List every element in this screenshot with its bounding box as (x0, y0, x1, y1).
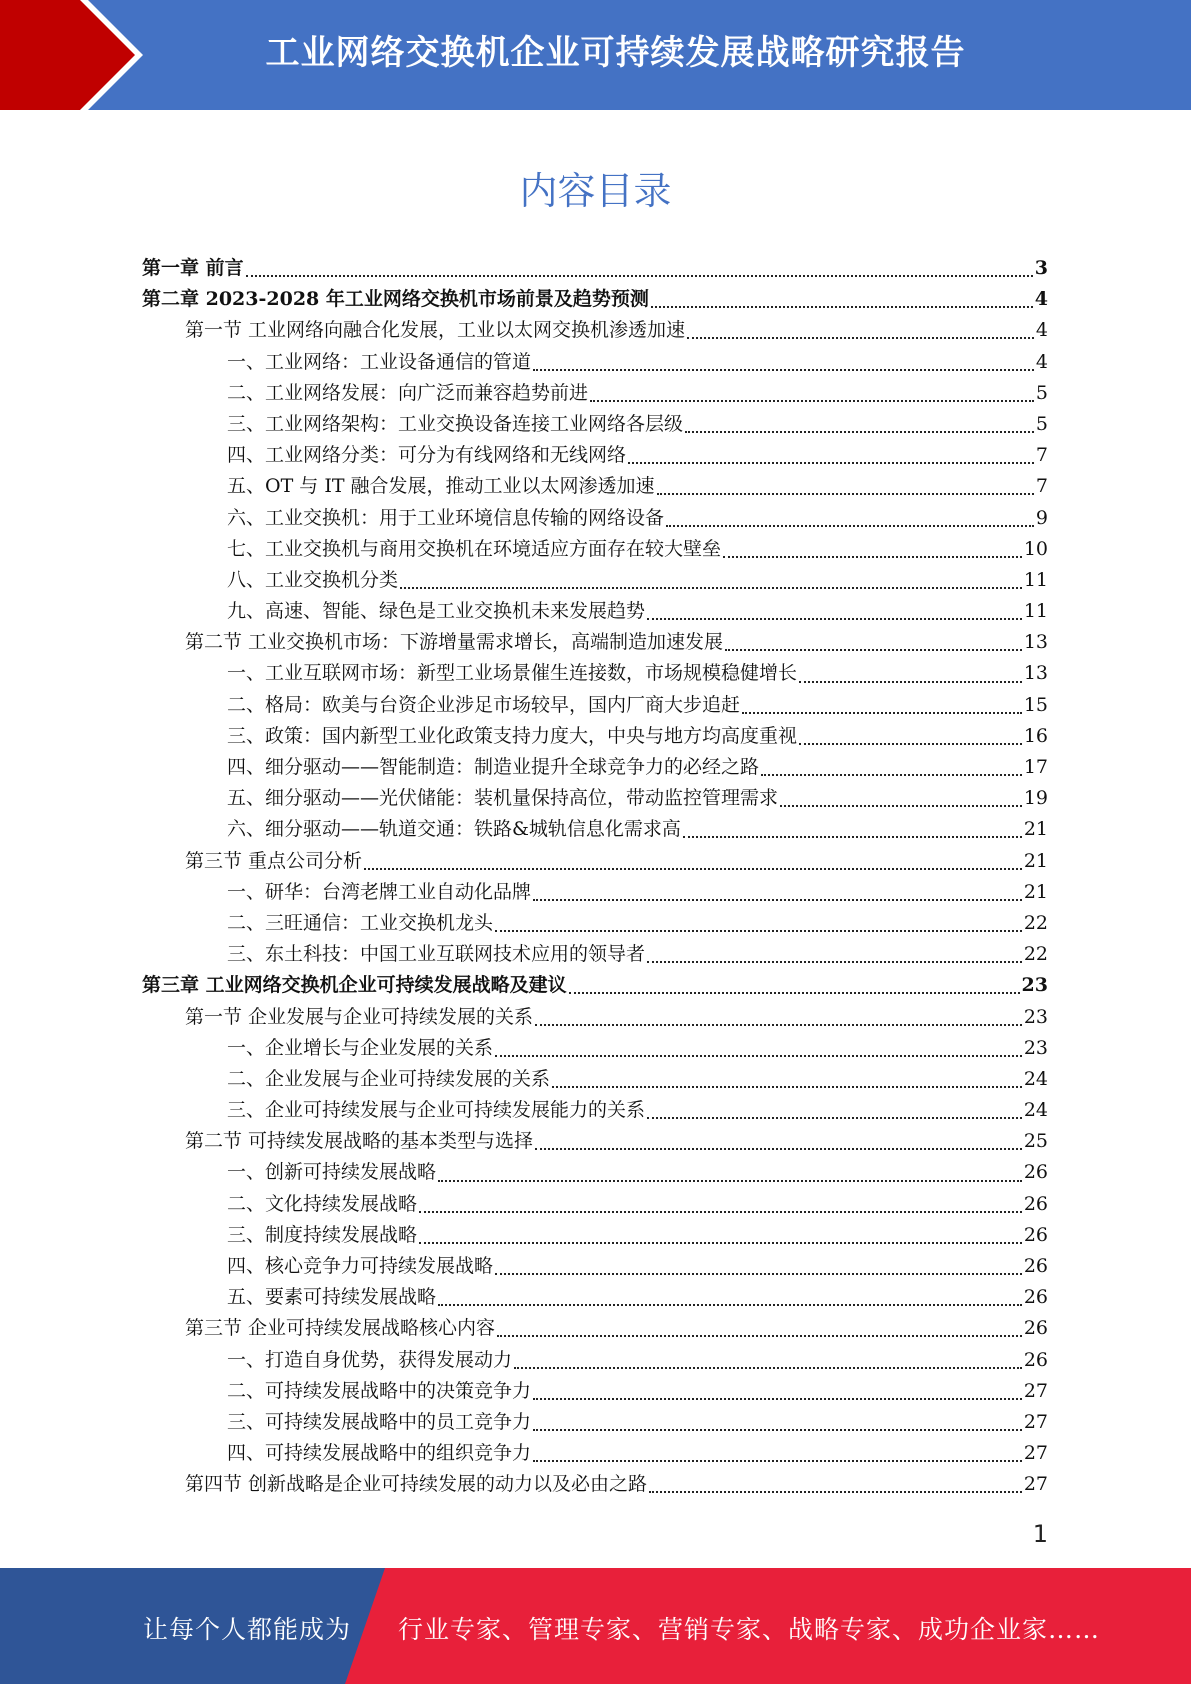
toc-subsection[interactable] (142, 877, 1048, 908)
toc-subsection[interactable] (142, 752, 1048, 783)
toc-dot-leader (647, 617, 1022, 620)
toc-entry-page: 4 (1034, 288, 1048, 311)
toc-dot-leader (651, 305, 1033, 308)
toc-dot-leader (761, 773, 1022, 776)
toc-subsection[interactable] (142, 503, 1048, 534)
toc-subsection[interactable] (142, 908, 1048, 939)
toc-entry-page: 3 (1034, 257, 1048, 279)
toc-entry-text: 第二节 工业交换机市场：下游增量需求增长，高端制造加速发展 (185, 631, 724, 654)
toc-section[interactable] (142, 1469, 1048, 1500)
footer-slogan-right: 行业专家、管理专家、营销专家、战略专家、成功企业家…… (398, 1615, 1101, 1644)
toc-entry-text: 七、工业交换机与商用交换机在环境适应方面存在较大壁垒 (227, 537, 722, 560)
toc-subsection[interactable] (142, 378, 1048, 409)
toc-entry-page: 4 (1035, 319, 1048, 342)
toc-dot-leader (725, 648, 1022, 651)
toc-entry-page: 23 (1021, 974, 1048, 997)
toc-entry-page: 11 (1023, 600, 1048, 623)
toc-subsection[interactable] (142, 1064, 1048, 1095)
header-bar (0, 0, 1191, 110)
toc-entry-text: 第二节 可持续发展战略的基本类型与选择 (185, 1130, 534, 1153)
toc-entry-text: 五、要素可持续发展战略 (227, 1286, 437, 1309)
toc-entry-text: 第二章 2023-2028 年工业网络交换机市场前景及趋势预测 (142, 288, 649, 311)
toc-entry-text: 一、企业增长与企业发展的关系 (227, 1036, 494, 1059)
toc-subsection[interactable] (142, 1095, 1048, 1126)
toc-entry-page: 17 (1023, 756, 1048, 778)
toc-entry-page: 26 (1023, 1348, 1048, 1371)
toc-dot-leader (495, 1272, 1022, 1275)
toc-section[interactable] (142, 846, 1048, 877)
toc-dot-leader (683, 835, 1022, 838)
toc-dot-leader (535, 1023, 1022, 1026)
toc-entry-text: 八、工业交换机分类 (227, 568, 399, 591)
toc-dot-leader (780, 804, 1022, 807)
toc-dot-leader (514, 1366, 1022, 1369)
toc-dot-leader (497, 1334, 1022, 1337)
toc-entry-text: 三、企业可持续发展与企业可持续发展能力的关系 (227, 1099, 646, 1122)
toc-entry-page: 13 (1023, 662, 1048, 685)
toc-subsection[interactable] (142, 1220, 1048, 1251)
toc-section[interactable] (142, 1126, 1048, 1157)
header-arrow-decoration (0, 0, 160, 110)
toc-subsection[interactable] (142, 939, 1048, 970)
toc-subsection[interactable] (142, 534, 1048, 565)
toc-section[interactable] (142, 1002, 1048, 1033)
toc-dot-leader (647, 1116, 1022, 1119)
toc-entry-text: 三、东土科技：中国工业互联网技术应用的领导者 (227, 943, 646, 966)
toc-subsection[interactable] (142, 1345, 1048, 1376)
toc-dot-leader (685, 430, 1034, 433)
toc-entry-page: 27 (1023, 1410, 1048, 1433)
toc-entry-text: 二、可持续发展战略中的决策竞争力 (227, 1379, 532, 1402)
toc-subsection[interactable] (142, 1157, 1048, 1188)
toc-dot-leader (419, 1210, 1022, 1213)
toc-section[interactable] (142, 315, 1048, 346)
toc-entry-page: 26 (1023, 1192, 1048, 1215)
toc-entry-page: 11 (1023, 568, 1048, 591)
toc-entry-text: 四、可持续发展战略中的组织竞争力 (227, 1442, 532, 1465)
toc-dot-leader (666, 524, 1034, 527)
toc-entry-text: 四、细分驱动——智能制造：制造业提升全球竞争力的必经之路 (227, 756, 760, 778)
toc-entry-text: 一、工业网络：工业设备通信的管道 (227, 350, 532, 373)
toc-entry-page: 23 (1023, 1005, 1048, 1028)
toc-dot-leader (246, 274, 1033, 277)
toc-subsection[interactable] (142, 1282, 1048, 1313)
toc-subsection[interactable] (142, 440, 1048, 471)
toc-entry-page: 26 (1023, 1286, 1048, 1309)
toc-subsection[interactable] (142, 596, 1048, 627)
toc-subsection[interactable] (142, 347, 1048, 378)
toc-entry-text: 一、工业互联网市场：新型工业场景催生连接数，市场规模稳健增长 (227, 662, 798, 685)
toc-entry-text: 二、工业网络发展：向广泛而兼容趋势前进 (227, 381, 589, 404)
toc-subsection[interactable] (142, 1033, 1048, 1064)
toc-entry-page: 24 (1023, 1067, 1048, 1090)
toc-entry-text: 四、核心竞争力可持续发展战略 (227, 1255, 494, 1277)
toc-dot-leader (647, 960, 1022, 963)
toc-entry-text: 一、创新可持续发展战略 (227, 1161, 437, 1184)
toc-entry-text: 二、企业发展与企业可持续发展的关系 (227, 1067, 551, 1090)
toc-subsection[interactable] (142, 1251, 1048, 1282)
toc-dot-leader (364, 867, 1022, 870)
toc-subsection[interactable] (142, 658, 1048, 689)
toc-section[interactable] (142, 627, 1048, 658)
toc-entry-page: 10 (1023, 537, 1048, 560)
toc-entry-text: 九、高速、智能、绿色是工业交换机未来发展趋势 (227, 600, 646, 623)
toc-entry-page: 15 (1023, 693, 1048, 716)
toc-entry-text: 二、文化持续发展战略 (227, 1192, 418, 1215)
toc-entry-page: 21 (1023, 880, 1048, 903)
toc-entry-page: 7 (1035, 475, 1048, 498)
toc-dot-leader (533, 1428, 1022, 1431)
toc-title: 内容目录 (519, 169, 672, 213)
toc-dot-leader (657, 492, 1034, 495)
toc-entry-text: 三、可持续发展战略中的员工竞争力 (227, 1410, 532, 1433)
toc-entry-text: 第四节 创新战略是企业可持续发展的动力以及必由之路 (185, 1473, 648, 1496)
toc-entry-page: 26 (1023, 1317, 1048, 1340)
toc-entry-page: 21 (1023, 818, 1048, 841)
toc-dot-leader (495, 929, 1022, 932)
toc-dot-leader (552, 1085, 1022, 1088)
toc-dot-leader (723, 555, 1022, 558)
toc-entry-page: 21 (1023, 849, 1048, 872)
toc-subsection[interactable] (142, 471, 1048, 502)
toc-entry-page: 27 (1023, 1442, 1048, 1465)
toc-entry-text: 第三节 重点公司分析 (185, 849, 363, 872)
table-of-contents (142, 253, 1048, 1501)
toc-entry-page: 27 (1023, 1473, 1048, 1496)
toc-dot-leader (438, 1303, 1022, 1306)
toc-dot-leader (649, 1490, 1022, 1493)
toc-dot-leader (495, 1054, 1022, 1057)
toc-subsection[interactable] (142, 721, 1048, 752)
toc-dot-leader (799, 742, 1022, 745)
toc-entry-page: 13 (1023, 631, 1048, 654)
toc-dot-leader (400, 586, 1022, 589)
toc-entry-page: 16 (1023, 724, 1048, 747)
toc-entry-page: 19 (1023, 787, 1048, 810)
toc-subsection[interactable] (142, 690, 1048, 721)
toc-dot-leader (533, 898, 1022, 901)
toc-dot-leader (590, 399, 1034, 402)
toc-entry-page: 7 (1035, 444, 1048, 467)
toc-entry-text: 三、制度持续发展战略 (227, 1223, 418, 1246)
toc-entry-text: 第三节 企业可持续发展战略核心内容 (185, 1317, 496, 1340)
toc-entry-text: 二、格局：欧美与台资企业涉足市场较早，国内厂商大步追赶 (227, 693, 741, 716)
toc-subsection[interactable] (142, 565, 1048, 596)
toc-entry-text: 五、细分驱动——光伏储能：装机量保持高位，带动监控管理需求 (227, 787, 779, 810)
toc-dot-leader (799, 680, 1022, 683)
toc-entry-page: 24 (1023, 1099, 1048, 1122)
toc-entry-page: 9 (1035, 506, 1048, 529)
toc-entry-text: 六、细分驱动——轨道交通：铁路&城轨信息化需求高 (227, 818, 681, 841)
toc-subsection[interactable] (142, 1407, 1048, 1438)
toc-section[interactable] (142, 1313, 1048, 1344)
report-title: 工业网络交换机企业可持续发展战略研究报告 (265, 33, 966, 73)
toc-chapter[interactable] (142, 284, 1048, 315)
toc-entry-page: 26 (1023, 1223, 1048, 1246)
toc-dot-leader (535, 1147, 1022, 1150)
toc-chapter[interactable] (142, 970, 1048, 1001)
toc-entry-text: 第一节 工业网络向融合化发展，工业以太网交换机渗透加速 (185, 319, 686, 342)
toc-entry-page: 27 (1023, 1379, 1048, 1402)
toc-entry-text: 五、OT 与 IT 融合发展，推动工业以太网渗透加速 (227, 475, 655, 498)
toc-entry-page: 23 (1023, 1036, 1048, 1059)
toc-dot-leader (533, 368, 1034, 371)
toc-entry-page: 5 (1035, 381, 1048, 404)
toc-dot-leader (419, 1241, 1022, 1244)
toc-subsection[interactable] (142, 409, 1048, 440)
toc-entry-text: 第三章 工业网络交换机企业可持续发展战略及建议 (142, 974, 567, 997)
toc-entry-page: 4 (1035, 350, 1048, 373)
toc-dot-leader (687, 336, 1034, 339)
toc-dot-leader (742, 711, 1022, 714)
toc-entry-text: 第一节 企业发展与企业可持续发展的关系 (185, 1005, 534, 1028)
toc-entry-page: 26 (1023, 1255, 1048, 1277)
toc-subsection[interactable] (142, 783, 1048, 814)
toc-entry-page: 5 (1035, 412, 1048, 435)
toc-entry-text: 三、工业网络架构：工业交换设备连接工业网络各层级 (227, 412, 684, 435)
toc-subsection[interactable] (142, 1376, 1048, 1407)
toc-dot-leader (569, 991, 1020, 994)
toc-dot-leader (438, 1179, 1022, 1182)
toc-entry-page: 22 (1023, 911, 1048, 934)
toc-entry-page: 26 (1023, 1161, 1048, 1184)
toc-entry-page: 25 (1023, 1130, 1048, 1153)
toc-entry-text: 六、工业交换机：用于工业环境信息传输的网络设备 (227, 506, 665, 529)
page-number: 1 (1032, 1520, 1048, 1548)
toc-entry-text: 第一章 前言 (142, 257, 244, 279)
toc-entry-text: 四、工业网络分类：可分为有线网络和无线网络 (227, 444, 627, 467)
toc-dot-leader (628, 461, 1034, 464)
toc-dot-leader (533, 1459, 1022, 1462)
toc-subsection[interactable] (142, 1438, 1048, 1469)
toc-entry-text: 一、打造自身优势，获得发展动力 (227, 1348, 513, 1371)
toc-subsection[interactable] (142, 1189, 1048, 1220)
toc-subsection[interactable] (142, 814, 1048, 845)
toc-entry-page: 22 (1023, 943, 1048, 966)
toc-dot-leader (533, 1397, 1022, 1400)
toc-chapter[interactable] (142, 253, 1048, 284)
toc-entry-text: 二、三旺通信：工业交换机龙头 (227, 911, 494, 934)
toc-entry-text: 一、研华：台湾老牌工业自动化品牌 (227, 880, 532, 903)
toc-entry-text: 三、政策：国内新型工业化政策支持力度大，中央与地方均高度重视 (227, 724, 798, 747)
footer-slogan-left: 让每个人都能成为 (143, 1615, 352, 1644)
